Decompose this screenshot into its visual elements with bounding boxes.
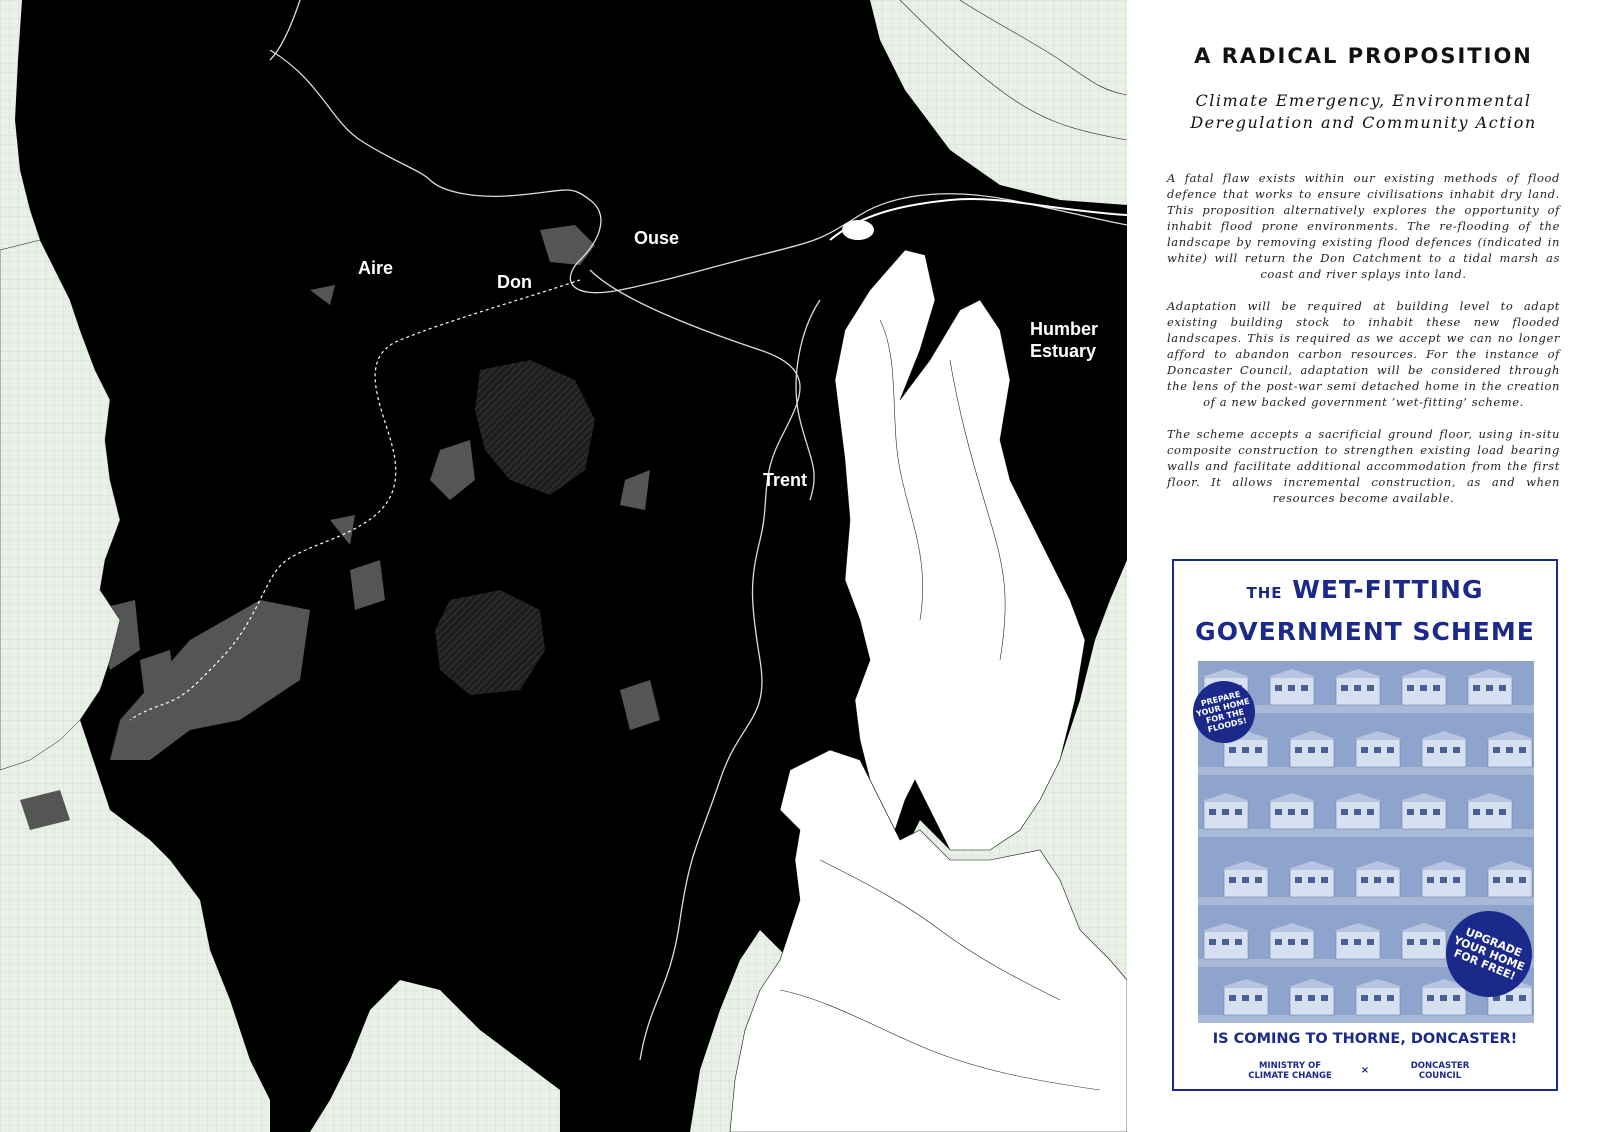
house-window [1440,877,1447,883]
house-window [1235,939,1242,945]
label-ouse: Ouse [634,228,680,248]
house-window [1387,747,1394,753]
house-window [1427,877,1434,883]
poster-heading-line1 [1174,575,1556,604]
house-window [1407,809,1414,815]
subtitle-line-1: Climate Emergency, Environmental [1195,91,1532,110]
paragraph: The scheme accepts a sacrificial ground floor, using in-situ composite construction to strengthen existing load bearing walls and facilitate additional accommodation from the first floor. It allows incremental construction, as and when resources become available. [1167,427,1560,505]
house-window [1453,877,1460,883]
paragraph: Adaptation will be required at building level to adapt existing building stock to inhabit these new flooded landscapes. This is required as we accept we can no longer afford to abandon carbon resources. For the instance of Doncaster Council, adaptation will be considered through the lens of the post-war semi detached home in the creation of a new backed government ‘wet-fitting’ scheme. [1167,299,1560,409]
house-window [1295,995,1302,1001]
house-window [1519,747,1526,753]
credit-council-line2: COUNCIL [1418,1071,1462,1081]
house-window [1308,747,1315,753]
poster-credits [1174,1061,1556,1081]
body-text [1167,170,1560,522]
street-band [1198,1015,1534,1023]
house-window [1407,939,1414,945]
house-window [1341,685,1348,691]
house-window [1519,995,1526,1001]
house-window [1295,747,1302,753]
house-window [1235,809,1242,815]
house-window [1440,747,1447,753]
house-window [1519,877,1526,883]
house-window [1367,939,1374,945]
house-window [1506,995,1513,1001]
house-window [1374,995,1381,1001]
house-window [1301,939,1308,945]
street-band [1198,897,1534,905]
house-window [1275,685,1282,691]
house-window [1229,995,1236,1001]
house-window [1341,809,1348,815]
house-window [1486,809,1493,815]
wet-fitting-poster [1172,559,1558,1091]
house-window [1301,809,1308,815]
house-window [1473,809,1480,815]
house-window [1453,747,1460,753]
house-window [1321,877,1328,883]
house-window [1222,939,1229,945]
house-window [1453,995,1460,1001]
poster-heading-line2: GOVERNMENT SCHEME [1195,617,1535,646]
house-window [1288,685,1295,691]
house-window [1321,747,1328,753]
house-window [1209,939,1216,945]
house-window [1275,939,1282,945]
house-window [1275,809,1282,815]
house-window [1506,747,1513,753]
credit-council-line1: DONCASTER [1410,1061,1470,1071]
house-window [1506,877,1513,883]
house-window [1407,685,1414,691]
street-band [1198,829,1534,837]
house-window [1440,995,1447,1001]
page-title: A RADICAL PROPOSITION [1194,44,1533,68]
house-window [1420,685,1427,691]
house-window [1367,685,1374,691]
house-window [1433,939,1440,945]
house-window [1242,877,1249,883]
page-subtitle [1147,90,1580,134]
prepare-badge: PREPARE YOUR HOME FOR THE FLOODS! [1186,674,1261,749]
house-window [1255,747,1262,753]
house-window [1486,685,1493,691]
house-window [1288,939,1295,945]
house-window [1433,809,1440,815]
house-window [1420,939,1427,945]
house-window [1473,685,1480,691]
house-window [1222,809,1229,815]
house-window [1354,685,1361,691]
label-trent: Trent [763,470,808,490]
street-band [1198,767,1534,775]
house-window [1321,995,1328,1001]
house-window [1242,995,1249,1001]
house-window [1493,747,1500,753]
credit-ministry-line1: MINISTRY OF [1258,1061,1322,1071]
house-window [1354,809,1361,815]
poster-the: THE [1246,584,1283,602]
house-window [1499,685,1506,691]
house-window [1433,685,1440,691]
house-window [1341,939,1348,945]
house-window [1374,747,1381,753]
house-window [1255,995,1262,1001]
house-window [1499,809,1506,815]
poster-wet-fitting: WET-FITTING [1292,575,1484,604]
house-window [1308,877,1315,883]
label-humber-line2: Estuary [1030,341,1097,361]
house-window [1242,747,1249,753]
house-window [1427,995,1434,1001]
credit-times: × [1360,1065,1370,1076]
house-window [1229,747,1236,753]
label-aire: Aire [358,258,394,278]
label-humber-estuary [1030,318,1098,362]
house-window [1361,747,1368,753]
river-island [842,220,874,240]
house-window [1354,939,1361,945]
house-window [1420,809,1427,815]
subtitle-line-2: Deregulation and Community Action [1190,113,1537,132]
label-humber-line1: Humber [1030,319,1099,339]
house-window [1301,685,1308,691]
house-window [1361,995,1368,1001]
label-don: Don [497,272,532,292]
paragraph: A fatal flaw exists within our existing methods of flood defence that works to ensure civilisations inhabit dry land. This proposition alternatively explores the opportunity of inhabit flood prone environments. The re-flooding of the landscape by removing existing flood defences (indicated in white) will return the Don Catchment to a tidal marsh as coast and river splays into land. [1167,171,1560,281]
poster-footer: IS COMING TO THORNE, DONCASTER! [1212,1031,1518,1047]
house-window [1367,809,1374,815]
credit-ministry [1235,1061,1345,1081]
house-window [1374,877,1381,883]
credit-ministry-line2: CLIMATE CHANGE [1248,1071,1332,1081]
house-window [1493,877,1500,883]
upgrade-badge: UPGRADE YOUR HOME FOR FREE! [1433,898,1545,1010]
house-window [1361,877,1368,883]
credit-council [1385,1061,1495,1081]
house-window [1288,809,1295,815]
house-window [1387,877,1394,883]
house-window [1209,809,1216,815]
house-window [1229,877,1236,883]
house-window [1308,995,1315,1001]
house-window [1295,877,1302,883]
house-window [1387,995,1394,1001]
house-window [1427,747,1434,753]
house-window [1255,877,1262,883]
